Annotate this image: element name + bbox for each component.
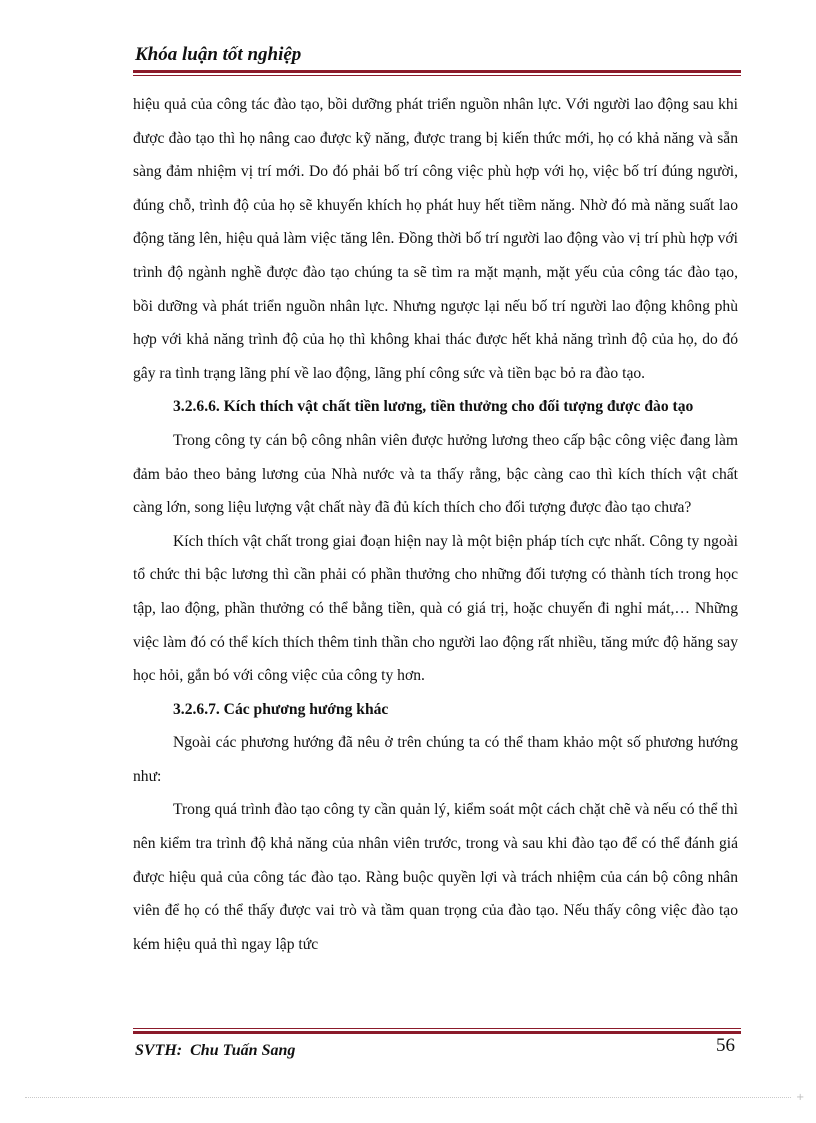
page-number: 56 [716, 1035, 735, 1056]
paragraph: Trong công ty cán bộ công nhân viên được hưởng lương theo cấp bậc công việc đang làm đảm bảo theo bảng lương của Nhà nước và ta thấy rằng, bậc càng cao thì kích thích vật chất càng lớn, song liệu lượng vật chất này đã đủ kích thích cho đối tượng được đào tạo chưa? [133, 431, 738, 517]
section-heading-3-2-6-7: 3.2.6.7. Các phương hướng khác [173, 700, 389, 718]
paragraph: Trong quá trình đào tạo công ty cần quản lý, kiểm soát một cách chặt chẽ và nếu có thể thì nên kiểm tra trình độ khả năng của nhân viên trước, trong và sau khi đào tạo để có thể đánh giá được hiệu quả của công tác đào tạo. Ràng buộc quyền lợi và trách nhiệm của cán bộ công nhân viên để họ có thể thấy được vai trò và tầm quan trọng của đào tạo. Nếu thấy công việc đào tạo kém hiệu quả thì ngay lập tức [133, 801, 738, 953]
header-rule-thick [133, 70, 741, 73]
section-heading-3-2-6-6: 3.2.6.6. Kích thích vật chất tiền lương, tiền thưởng cho đối tượng được đào tạo [173, 398, 694, 416]
header-title: Khóa luận tốt nghiệp [135, 44, 302, 65]
footer-author: SVTH: Chu Tuấn Sang [135, 1042, 296, 1059]
paragraph-continuation: hiệu quả của công tác đào tạo, bồi dưỡng phát triển nguồn nhân lực. Với người lao động sau khi được đào tạo thì họ nâng cao được kỹ năng, được trang bị kiến thức mới, họ có khả năng và sẵn sàng đảm nhiệm vị trí mới. Do đó phải bố trí công việc phù hợp với họ, việc bố trí đúng người, đúng chỗ, trình độ của họ sẽ khuyến khích họ phát huy hết tiềm năng. Nhờ đó mà năng suất lao động tăng lên, hiệu quả làm việc tăng lên. Đồng thời bố trí người lao động vào vị trí phù hợp với trình độ ngành nghề được đào tạo chúng ta sẽ tìm ra mặt mạnh, mặt yếu của công tác đào tạo, bồi dưỡng và phát triển nguồn nhân lực. Nhưng ngược lại nếu bố trí người lao động không phù hợp với khả năng trình độ của họ thì không khai thác được hết khả năng trình độ của họ, do đó gây ra tình trạng lãng phí về lao động, lãng phí công sức và tiền bạc bỏ ra đào tạo. [133, 96, 738, 382]
footer-rule-thick [133, 1031, 741, 1034]
page-body [133, 88, 738, 961]
footer-rule-thin [133, 1028, 741, 1029]
page-edge-dotted [25, 1097, 791, 1098]
paragraph: Kích thích vật chất trong giai đoạn hiện nay là một biện pháp tích cực nhất. Công ty ngoài tổ chức thi bậc lương thì cần phải có phần thưởng cho những đối tượng có thành tích trong học tập, lao động, phần thưởng có thể bằng tiền, quà có giá trị, hoặc chuyến đi nghỉ mát,… Những việc làm đó có thể kích thích thêm tinh thần cho người lao động rất nhiều, tăng mức độ hăng say học hỏi, gắn bó với công việc của công ty hơn. [133, 532, 738, 685]
corner-crop-mark: + [796, 1092, 805, 1103]
header-rule-thin [133, 75, 741, 76]
paragraph: Ngoài các phương hướng đã nêu ở trên chúng ta có thể tham khảo một số phương hướng như: [133, 734, 738, 785]
